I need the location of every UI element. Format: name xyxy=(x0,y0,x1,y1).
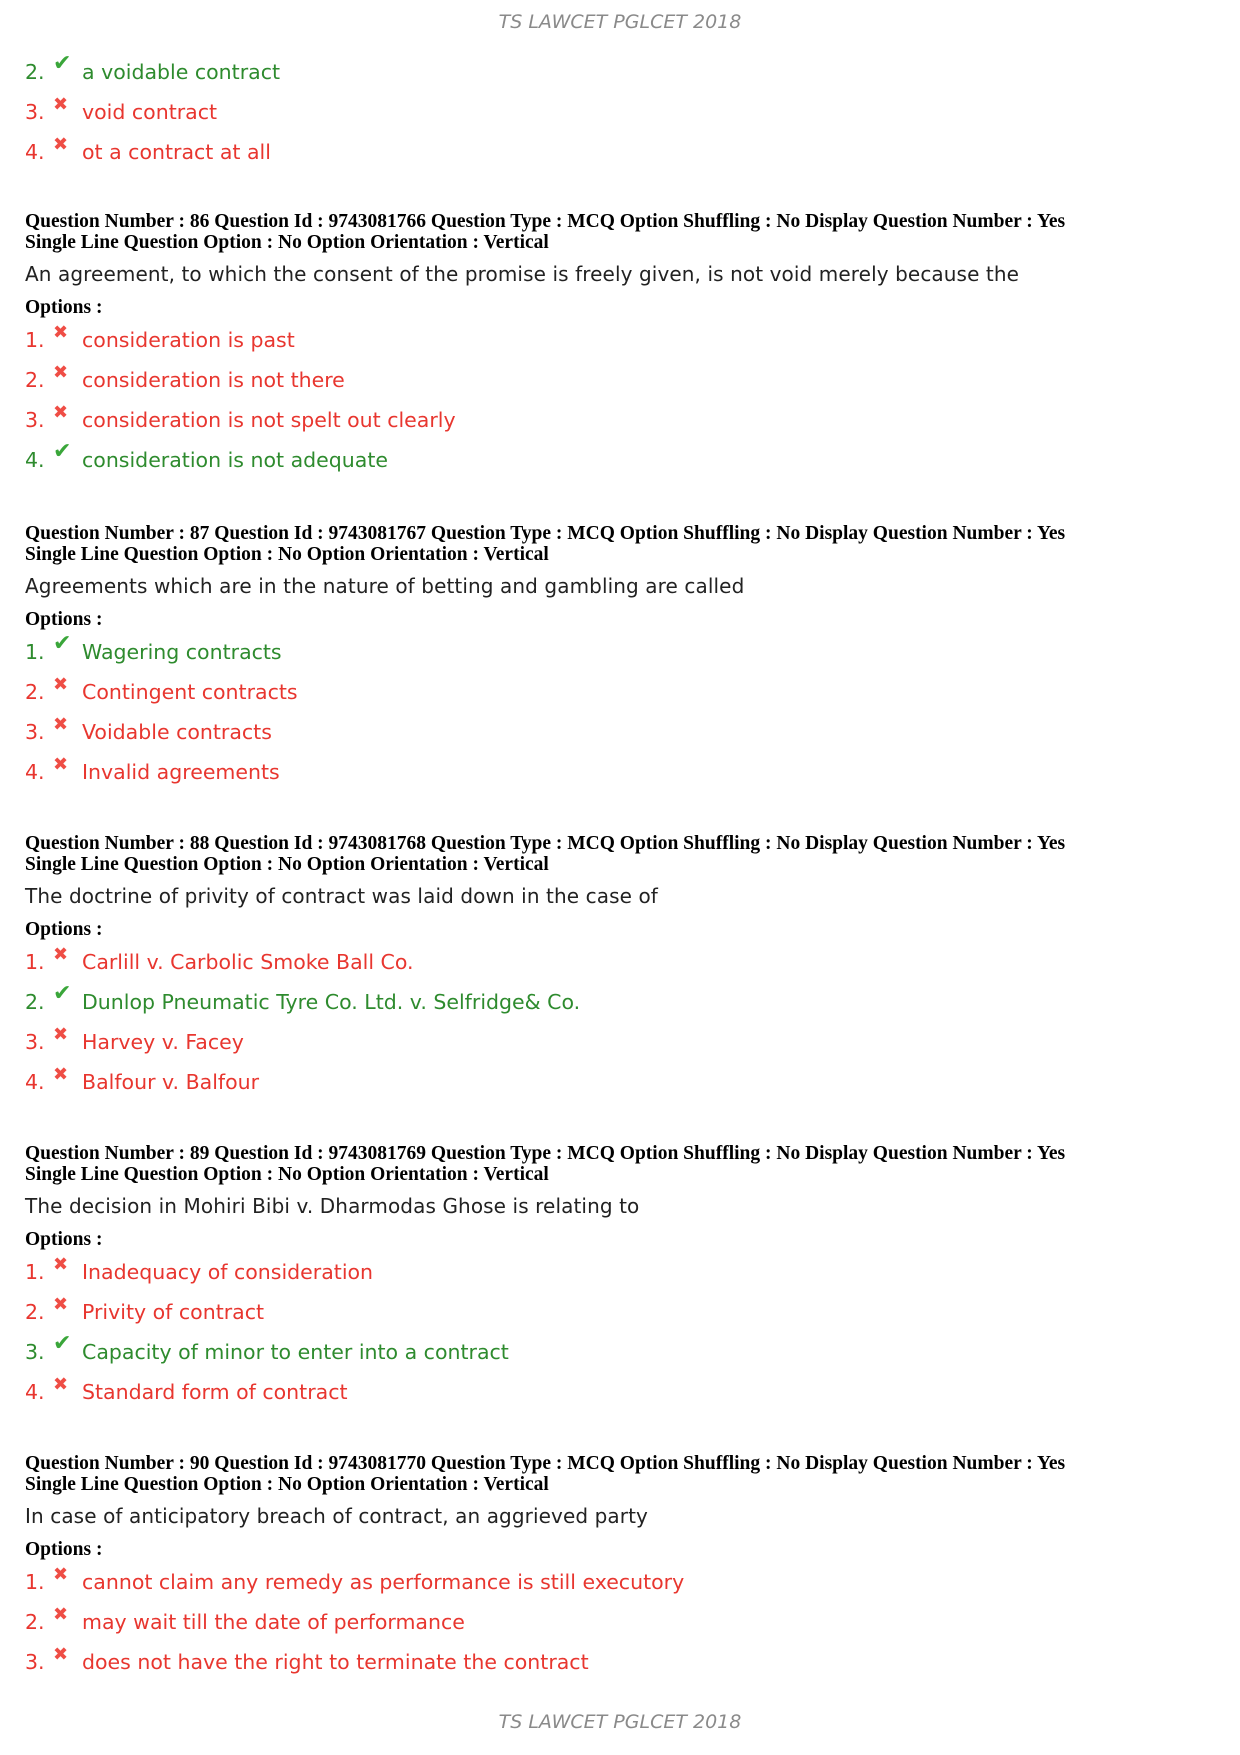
option-text: Invalid agreements xyxy=(82,760,280,784)
question-meta-line2: Single Line Question Option : No Option Orientation : Vertical xyxy=(25,1164,549,1185)
option-item xyxy=(25,675,1225,715)
option-text: Inadequacy of consideration xyxy=(82,1260,374,1284)
option-number: 2. xyxy=(25,368,45,392)
option-number: 4. xyxy=(25,760,45,784)
option-text: consideration is not spelt out clearly xyxy=(82,408,456,432)
cross-icon: ✖ xyxy=(53,1644,69,1665)
option-item xyxy=(25,403,1225,443)
option-number: 4. xyxy=(25,1070,45,1094)
check-icon: ✔ xyxy=(53,51,72,76)
option-number: 2. xyxy=(25,990,45,1014)
option-text: Harvey v. Facey xyxy=(82,1030,244,1054)
option-item xyxy=(25,1255,1225,1295)
question-meta-line2: Single Line Question Option : No Option Orientation : Vertical xyxy=(25,544,549,565)
option-number: 2. xyxy=(25,680,45,704)
option-item xyxy=(25,439,1225,483)
option-text: Dunlop Pneumatic Tyre Co. Ltd. v. Selfridge& Co. xyxy=(82,990,581,1014)
cross-icon: ✖ xyxy=(53,674,69,695)
option-number: 3. xyxy=(25,720,45,744)
options-label: Options : xyxy=(25,297,103,318)
option-text: Standard form of contract xyxy=(82,1380,348,1404)
option-number: 1. xyxy=(25,640,45,664)
question-90 xyxy=(25,1453,1225,1685)
question-meta-line1: Question Number : 86 Question Id : 9743081766 Question Type : MCQ Option Shuffling : No Display Question Number : Yes xyxy=(25,211,1066,232)
option-text: may wait till the date of performance xyxy=(82,1610,465,1634)
option-item xyxy=(25,631,1225,675)
question-meta-line1: Question Number : 89 Question Id : 9743081769 Question Type : MCQ Option Shuffling : No Display Question Number : Yes xyxy=(25,1143,1066,1164)
option-item xyxy=(25,1065,1225,1105)
question-meta-line2: Single Line Question Option : No Option Orientation : Vertical xyxy=(25,854,549,875)
question-86 xyxy=(25,211,1225,483)
option-item xyxy=(25,981,1225,1025)
option-item xyxy=(25,715,1225,755)
option-number: 2. xyxy=(25,1610,45,1634)
question-text: The doctrine of privity of contract was laid down in the case of xyxy=(25,884,658,908)
options-label: Options : xyxy=(25,1229,103,1250)
question-text: In case of anticipatory breach of contract, an aggrieved party xyxy=(25,1504,648,1528)
cross-icon: ✖ xyxy=(53,1294,69,1315)
option-item xyxy=(25,1645,1225,1685)
cross-icon: ✖ xyxy=(53,944,69,965)
option-text: does not have the right to terminate the contract xyxy=(82,1650,589,1674)
option-text: void contract xyxy=(82,100,218,124)
option-number: 2. xyxy=(25,60,45,84)
option-number: 3. xyxy=(25,1030,45,1054)
option-number: 1. xyxy=(25,328,45,352)
cross-icon: ✖ xyxy=(53,1374,69,1395)
option-number: 3. xyxy=(25,1340,45,1364)
option-item xyxy=(25,1025,1225,1065)
cross-icon: ✖ xyxy=(53,1604,69,1625)
cross-icon: ✖ xyxy=(53,1564,69,1585)
check-icon: ✔ xyxy=(53,439,72,464)
option-item xyxy=(25,323,1225,363)
option-text: cannot claim any remedy as performance is still executory xyxy=(82,1570,685,1594)
cross-icon: ✖ xyxy=(53,362,69,383)
option-text: ot a contract at all xyxy=(82,140,271,164)
option-text: a voidable contract xyxy=(82,60,281,84)
option-number: 4. xyxy=(25,1380,45,1404)
option-number: 3. xyxy=(25,1650,45,1674)
question-meta-line2: Single Line Question Option : No Option Orientation : Vertical xyxy=(25,232,549,253)
option-text: Carlill v. Carbolic Smoke Ball Co. xyxy=(82,950,414,974)
option-number: 4. xyxy=(25,448,45,472)
question-89 xyxy=(25,1143,1225,1415)
option-number: 2. xyxy=(25,1300,45,1324)
question-meta xyxy=(25,211,1225,253)
question-meta xyxy=(25,1453,1225,1495)
option-text: Voidable contracts xyxy=(82,720,272,744)
cross-icon: ✖ xyxy=(53,1254,69,1275)
question-meta-line1: Question Number : 90 Question Id : 9743081770 Question Type : MCQ Option Shuffling : No Display Question Number : Yes xyxy=(25,1453,1066,1474)
option-text: Privity of contract xyxy=(82,1300,265,1324)
check-icon: ✔ xyxy=(53,631,72,656)
cross-icon: ✖ xyxy=(53,754,69,775)
option-text: consideration is not there xyxy=(82,368,345,392)
option-item xyxy=(25,363,1225,403)
cross-icon: ✖ xyxy=(53,322,69,343)
options-label: Options : xyxy=(25,919,103,940)
option-number: 1. xyxy=(25,1260,45,1284)
page-header: TS LAWCET PGLCET 2018 xyxy=(498,11,742,33)
option-text: Wagering contracts xyxy=(82,640,282,664)
option-item xyxy=(25,51,1225,95)
option-item xyxy=(25,1295,1225,1335)
option-number: 3. xyxy=(25,408,45,432)
option-number: 4. xyxy=(25,140,45,164)
options-label: Options : xyxy=(25,609,103,630)
option-item xyxy=(25,1375,1225,1415)
check-icon: ✔ xyxy=(53,1331,72,1356)
option-item xyxy=(25,1565,1225,1605)
question-text: Agreements which are in the nature of betting and gambling are called xyxy=(25,574,745,598)
question-text: An agreement, to which the consent of the promise is freely given, is not void merely because the xyxy=(25,262,1020,286)
option-item xyxy=(25,135,1225,175)
question-meta xyxy=(25,833,1225,875)
option-item xyxy=(25,1605,1225,1645)
question-text: The decision in Mohiri Bibi v. Dharmodas Ghose is relating to xyxy=(25,1194,640,1218)
option-number: 1. xyxy=(25,1570,45,1594)
question-meta xyxy=(25,1143,1225,1185)
check-icon: ✔ xyxy=(53,981,72,1006)
option-number: 1. xyxy=(25,950,45,974)
cross-icon: ✖ xyxy=(53,134,69,155)
option-text: Contingent contracts xyxy=(82,680,298,704)
option-text: Capacity of minor to enter into a contract xyxy=(82,1340,509,1364)
option-text: Balfour v. Balfour xyxy=(82,1070,260,1094)
question-88 xyxy=(25,833,1225,1105)
question-meta-line1: Question Number : 88 Question Id : 9743081768 Question Type : MCQ Option Shuffling : No Display Question Number : Yes xyxy=(25,833,1066,854)
question-87 xyxy=(25,523,1225,795)
option-item xyxy=(25,1331,1225,1375)
page-footer: TS LAWCET PGLCET 2018 xyxy=(498,1711,742,1733)
question-meta xyxy=(25,523,1225,565)
cross-icon: ✖ xyxy=(53,94,69,115)
option-item xyxy=(25,945,1225,985)
cross-icon: ✖ xyxy=(53,1064,69,1085)
cross-icon: ✖ xyxy=(53,714,69,735)
cross-icon: ✖ xyxy=(53,402,69,423)
question-meta-line2: Single Line Question Option : No Option Orientation : Vertical xyxy=(25,1474,549,1495)
option-item xyxy=(25,95,1225,135)
option-text: consideration is past xyxy=(82,328,295,352)
options-label: Options : xyxy=(25,1539,103,1560)
carryover-options xyxy=(25,51,1225,175)
option-item xyxy=(25,755,1225,795)
option-text: consideration is not adequate xyxy=(82,448,388,472)
option-number: 3. xyxy=(25,100,45,124)
cross-icon: ✖ xyxy=(53,1024,69,1045)
question-meta-line1: Question Number : 87 Question Id : 9743081767 Question Type : MCQ Option Shuffling : No Display Question Number : Yes xyxy=(25,523,1066,544)
